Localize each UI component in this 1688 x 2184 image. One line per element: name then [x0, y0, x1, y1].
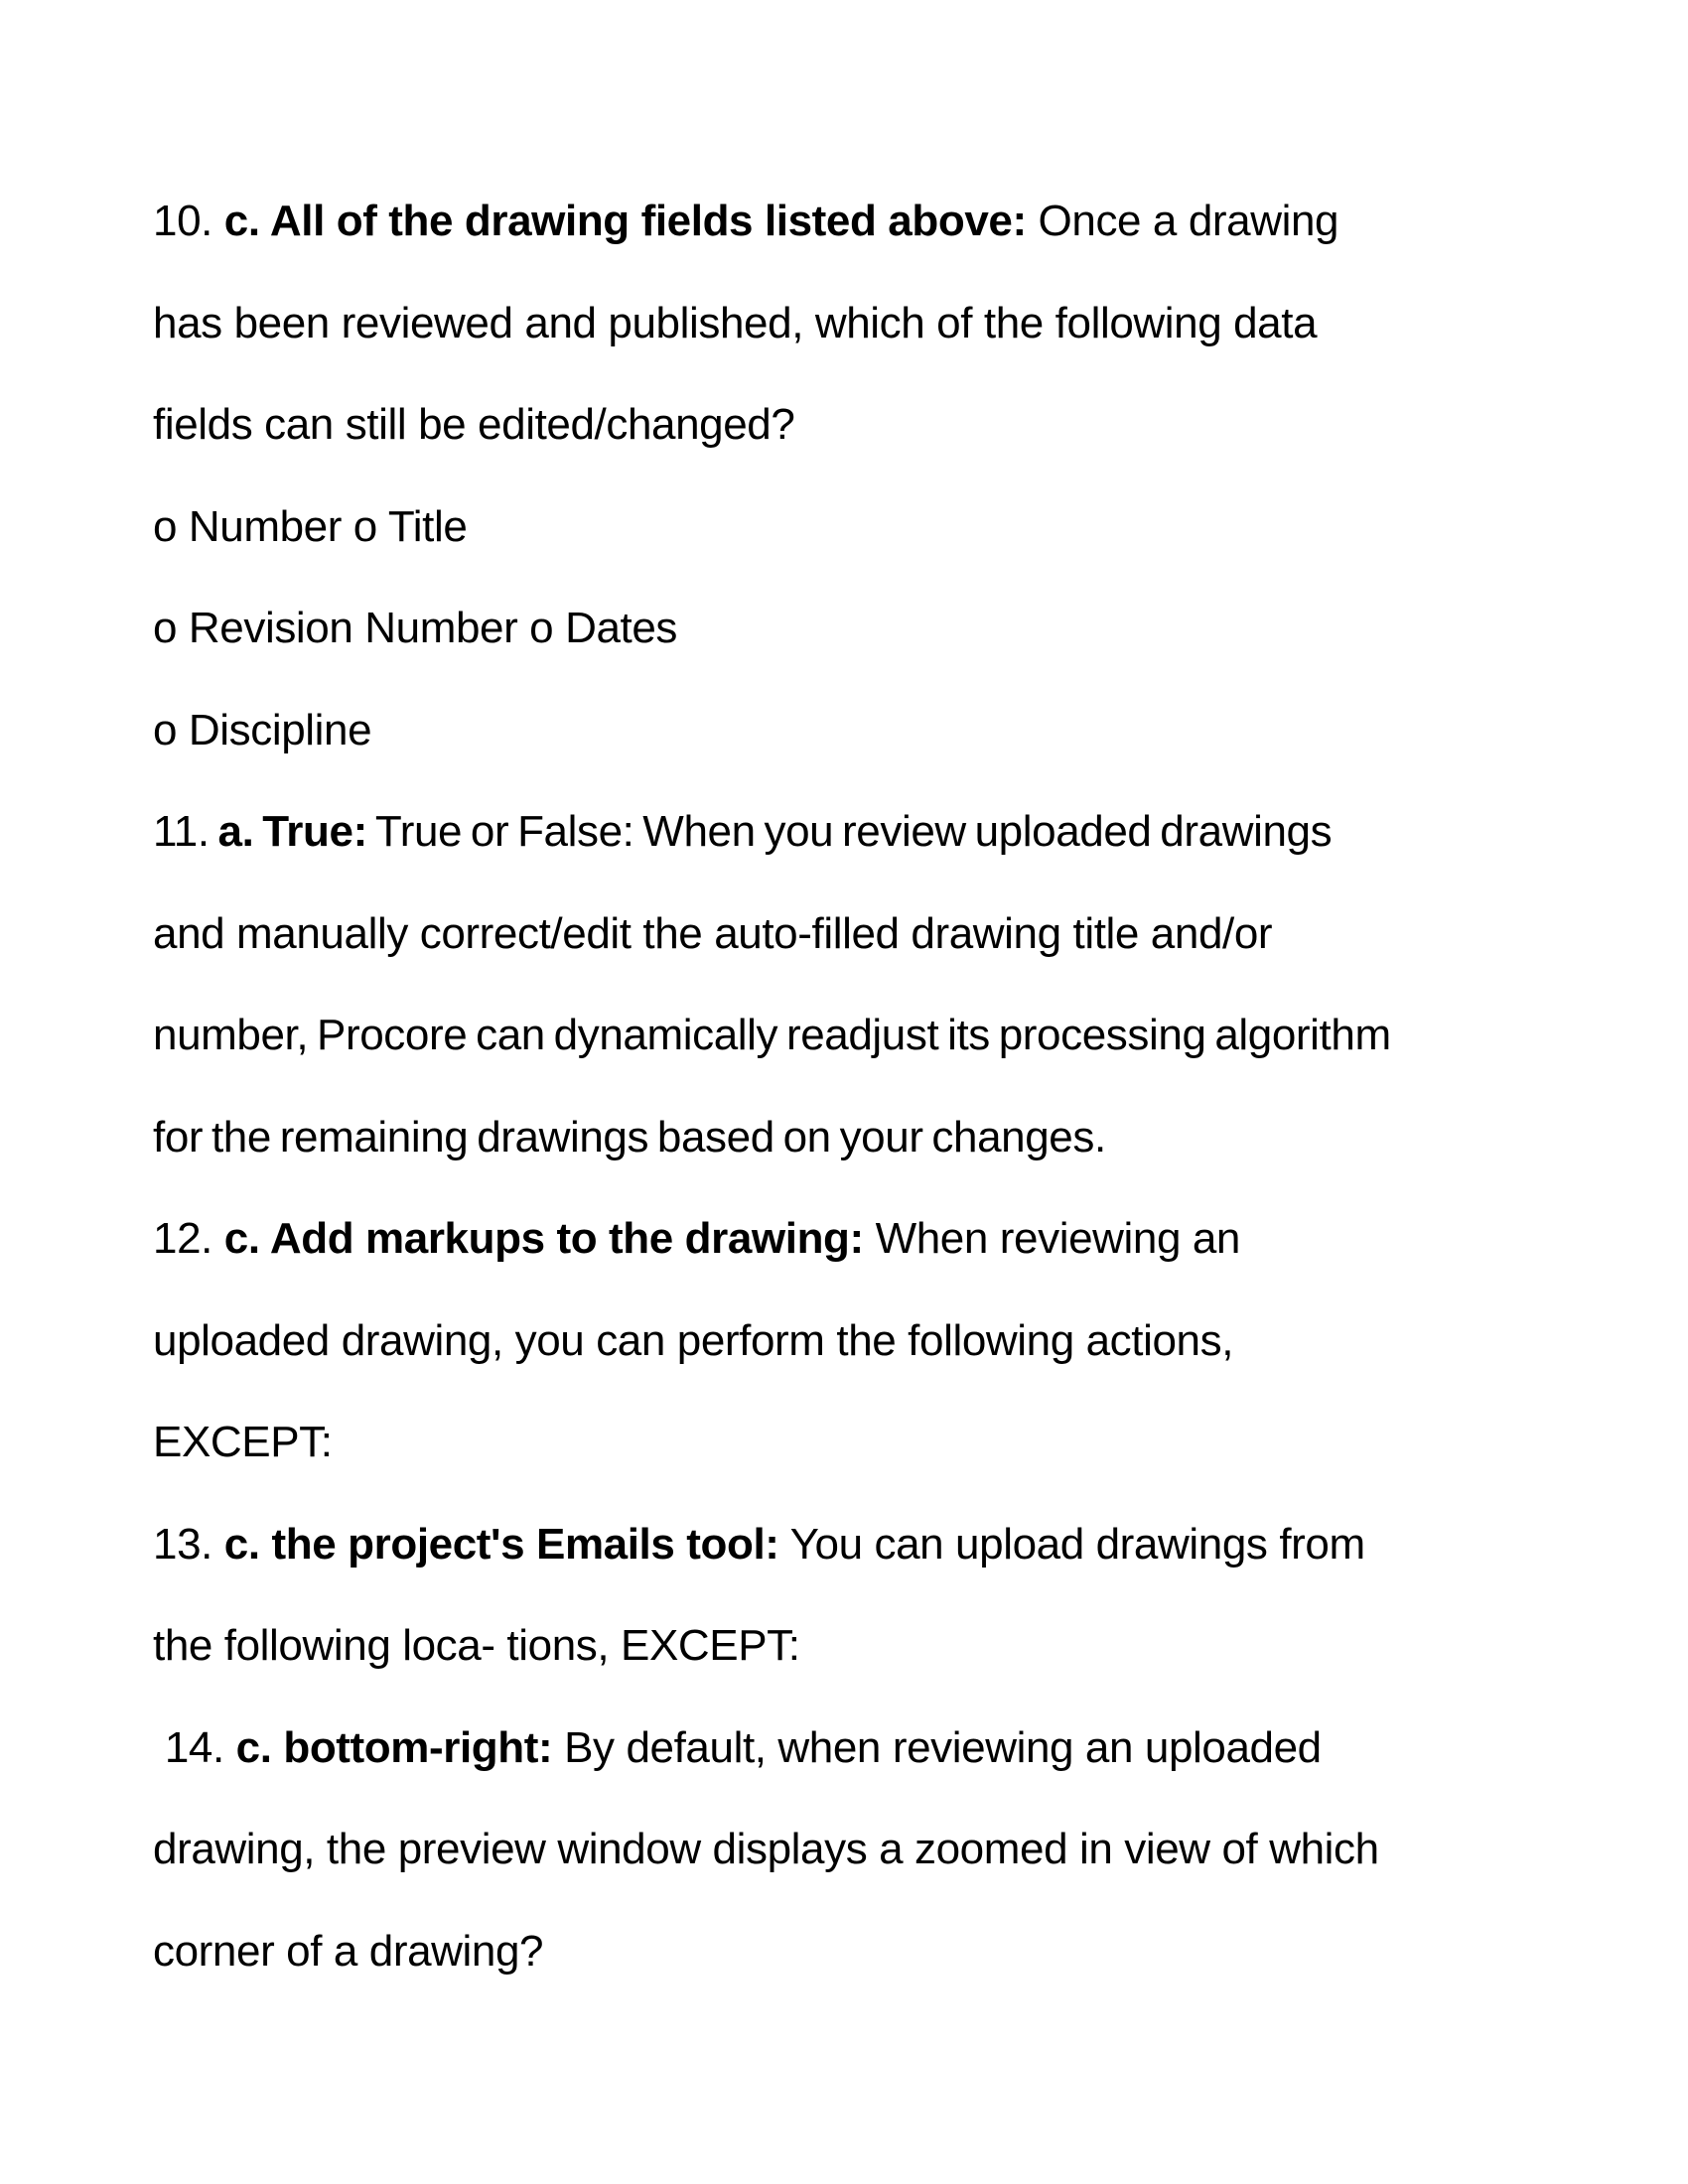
text-segment: 10.: [153, 197, 224, 245]
text-line: [153, 1799, 1563, 1901]
answer-label: c. the project's Emails tool:: [223, 1519, 779, 1569]
text-line: [153, 1595, 1563, 1698]
text-segment: 14.: [153, 1722, 236, 1772]
text-line: [153, 1188, 1563, 1291]
text-segment: and manually correct/edit the auto-filled drawing title and/or: [153, 908, 1273, 958]
text-line: [153, 1494, 1563, 1596]
text-line: [153, 985, 1563, 1087]
text-segment: o Number o Title: [153, 501, 468, 551]
text-line: [153, 477, 1563, 579]
text-segment: for the remaining drawings based on your changes.: [153, 1112, 1106, 1161]
text-segment: By default, when reviewing an uploaded: [552, 1722, 1322, 1772]
text-segment: fields can still be edited/changed?: [153, 400, 795, 449]
text-segment: 13.: [153, 1519, 224, 1569]
text-line: [153, 171, 1563, 273]
text-segment: 11.: [153, 807, 218, 856]
text-segment: number, Procore can dynamically readjust its processing algorithm: [153, 1011, 1391, 1059]
text-line: [153, 273, 1563, 375]
text-segment: drawing, the preview window displays a zoomed in view of which: [153, 1825, 1379, 1873]
text-segment: 12.: [153, 1214, 224, 1263]
text-segment: has been reviewed and published, which of the following data: [153, 298, 1318, 347]
text-segment: Once a drawing: [1026, 197, 1339, 245]
text-segment: corner of a drawing?: [153, 1926, 544, 1976]
text-segment: EXCEPT:: [153, 1418, 333, 1466]
text-line: [153, 374, 1563, 477]
text-line: [153, 1291, 1563, 1393]
answer-label: c. All of the drawing fields listed above:: [223, 197, 1027, 245]
quiz-answers-text: [153, 171, 1563, 2002]
text-segment: the following loca- tions, EXCEPT:: [153, 1621, 800, 1670]
text-line: [153, 1698, 1563, 1800]
text-segment: o Revision Number o Dates: [153, 604, 678, 652]
answer-label: a. True:: [217, 807, 367, 856]
text-line: [153, 1392, 1563, 1494]
text-segment: o Discipline: [153, 705, 372, 754]
text-segment: When reviewing an: [863, 1214, 1240, 1263]
text-line: [153, 884, 1563, 986]
text-segment: uploaded drawing, you can perform the following actions,: [153, 1315, 1234, 1365]
text-line: [153, 1087, 1563, 1189]
answer-label: c. bottom-right:: [235, 1722, 553, 1772]
text-line: [153, 781, 1563, 884]
text-line: [153, 680, 1563, 782]
answer-label: c. Add markups to the drawing:: [223, 1214, 864, 1263]
text-line: [153, 578, 1563, 680]
text-segment: You can upload drawings from: [778, 1519, 1365, 1569]
text-segment: True or False: When you review uploaded drawings: [366, 807, 1333, 856]
text-line: [153, 1901, 1563, 2003]
